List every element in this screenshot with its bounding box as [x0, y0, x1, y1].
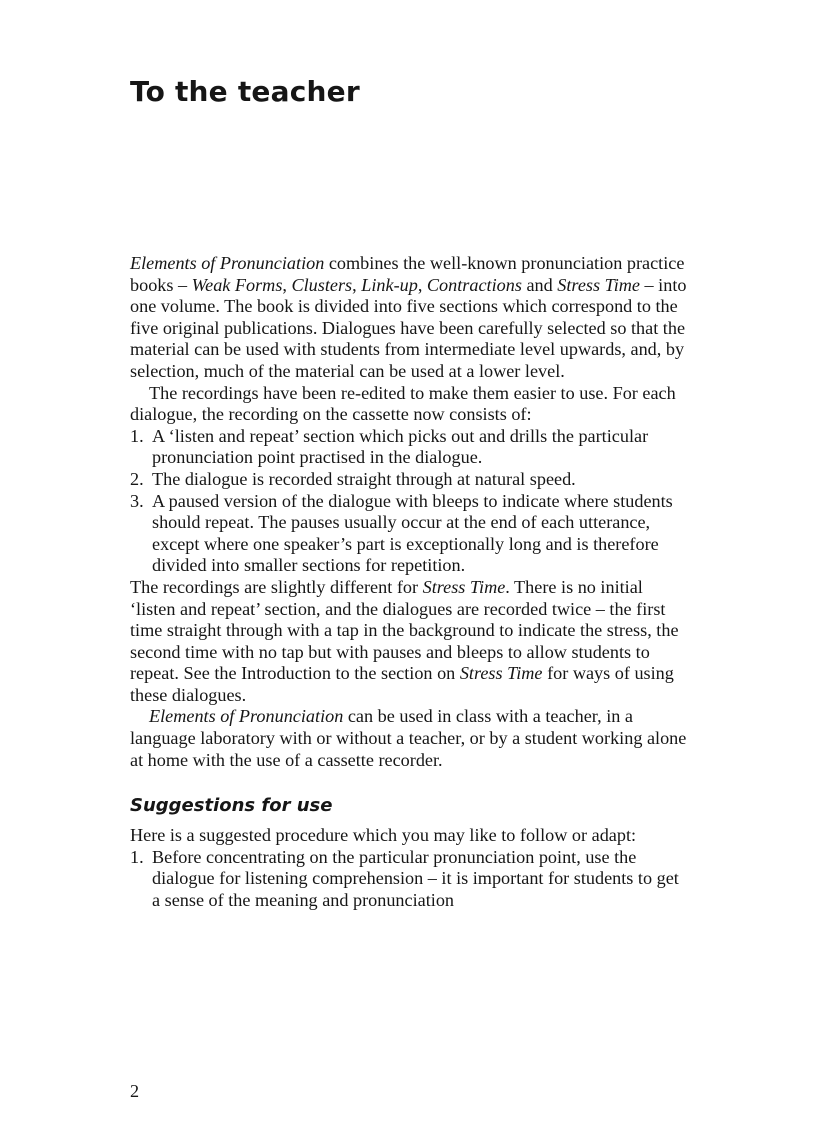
list-number: 3.: [130, 490, 144, 511]
separator: ,: [417, 274, 427, 295]
list-item: [130, 491, 690, 577]
separator: ,: [352, 274, 362, 295]
paragraph-text: . There is no initial ‘listen and repeat’ section, and the dialogues are recorded twice – the first time straight through with a tap in the background to indicate the stress, the second time with no tap but with pauses and bleeps to allow students to repeat. See the Introduction to the section on: [130, 576, 679, 684]
separator: and: [521, 274, 558, 295]
recordings-intro: The recordings have been re-edited to make them easier to use. For each dialogue, the recording on the cassette now consists of:: [130, 382, 676, 425]
book-title: Elements of Pronunciation: [149, 706, 344, 727]
book-title: Contractions: [426, 274, 522, 295]
paragraph-text: The recordings are slightly different for: [130, 576, 423, 597]
separator: ,: [282, 274, 292, 295]
list-item: [130, 469, 690, 491]
paragraph-text: for ways of using these dialogues.: [130, 663, 674, 705]
list-item: [130, 426, 690, 469]
suggestions-list: [130, 847, 690, 912]
intro-text: – into one volume. The book is divided into five sections which correspond to the five original publications. Dialogues have been carefully selected so that the material can be used with students from intermediate level upwards, and, by selection, much of the material can be used at a lower level.: [130, 274, 687, 381]
list-text: A ‘listen and repeat’ section which picks out and drills the particular pronunciation point practised in the dialogue.: [152, 425, 649, 468]
recording-list: [130, 426, 690, 577]
section-heading: Suggestions for use: [130, 795, 333, 817]
book-title: Link-up: [361, 274, 418, 295]
list-text: A paused version of the dialogue with bleeps to indicate where students should repeat. The pauses usually occur at the end of each utterance, except where one speaker’s part is exceptionally long and is therefore divided into smaller sections for repetition.: [152, 490, 673, 576]
list-number: 2.: [130, 468, 144, 489]
list-text: The dialogue is recorded straight through at natural speed.: [152, 468, 576, 489]
page-title: To the teacher: [130, 75, 360, 108]
book-title: Stress Time: [557, 274, 640, 295]
intro-text: combines the well-known pronunciation practice books –: [130, 253, 685, 295]
list-text: Before concentrating on the particular pronunciation point, use the dialogue for listening comprehension – it is important for students to get a sense of the meaning and pronunciation: [152, 846, 679, 911]
paragraph-text: can be used in class with a teacher, in a language laboratory with or without a teacher, or by a student working alone at home with the use of a cassette recorder.: [130, 706, 687, 770]
usage-paragraph: [130, 706, 690, 771]
stress-time-paragraph: [130, 577, 690, 707]
book-title: Clusters: [291, 274, 353, 295]
list-number: 1.: [130, 846, 144, 867]
list-item: [130, 847, 690, 912]
list-number: 1.: [130, 425, 144, 446]
book-title: Elements of Pronunciation: [130, 253, 325, 273]
book-title: Stress Time: [422, 576, 506, 597]
intro-paragraph: [130, 253, 690, 383]
body-text: [130, 253, 690, 912]
book-title: Weak Forms: [191, 274, 283, 295]
book-title: Stress Time: [459, 663, 543, 684]
page-number: 2: [130, 1081, 140, 1101]
suggestions-intro: Here is a suggested procedure which you may like to follow or adapt:: [130, 825, 637, 846]
